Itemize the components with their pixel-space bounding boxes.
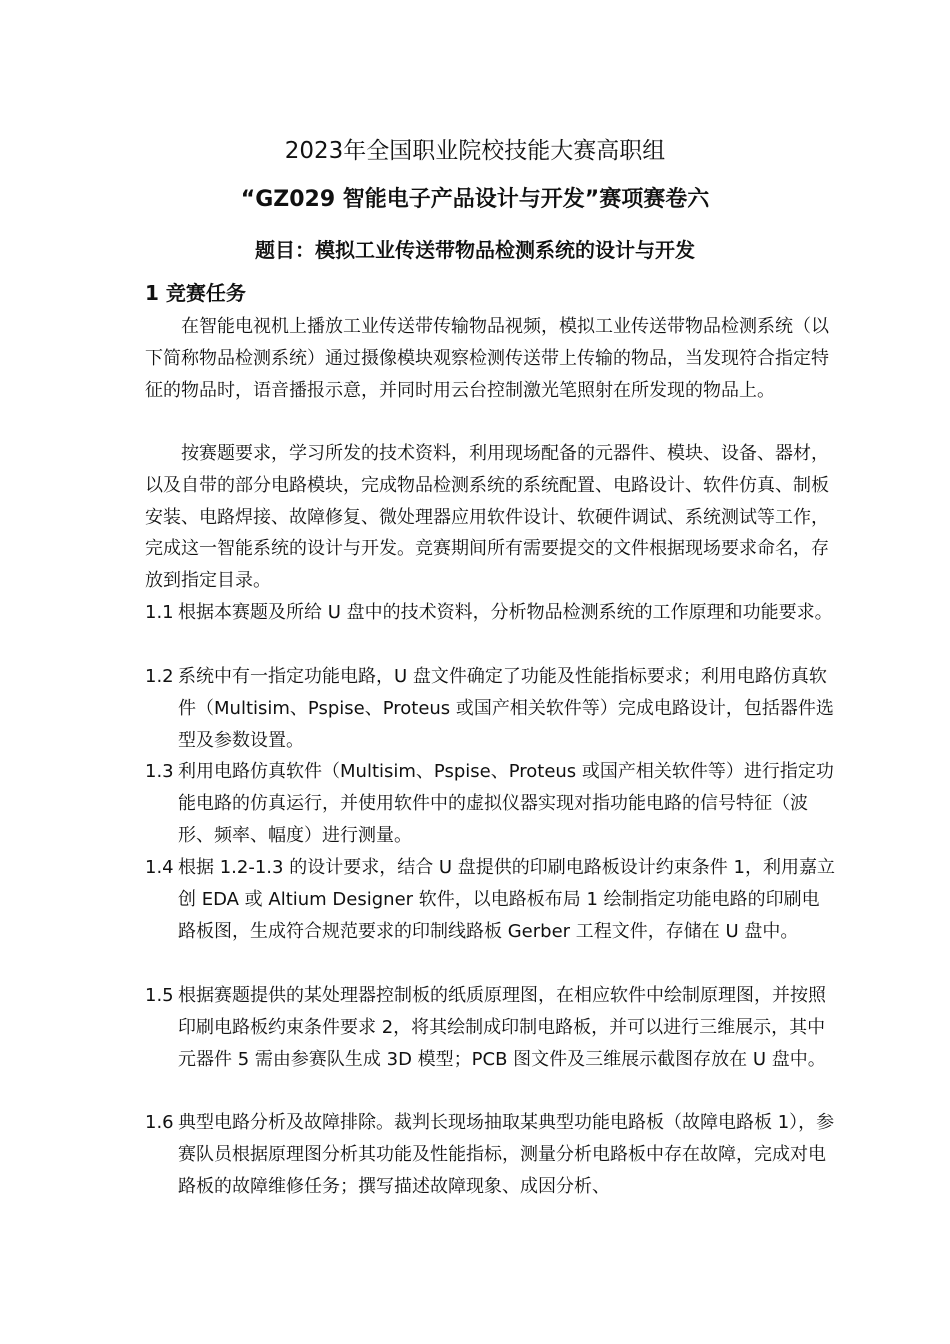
task-item-number: 1.1	[145, 602, 174, 623]
document-title-event: “GZ029 智能电子产品设计与开发”赛项赛卷六	[240, 187, 710, 212]
task-item-1-6	[145, 1107, 835, 1202]
task-item-1-2	[145, 661, 835, 756]
task-item-text: 利用电路仿真软件（Multisim、Pspise、Proteus 或国产相关软件等）进行指定功能电路的仿真运行，并使用软件中的虚拟仪器实现对指功能电路的信号特征（波形、频率、幅度）进行测量。	[178, 761, 834, 846]
task-item-1-4	[145, 852, 835, 947]
task-item-number: 1.4	[145, 857, 174, 878]
task-item-number: 1.2	[145, 666, 174, 687]
task-item-1-3	[145, 756, 835, 851]
task-item-1-5	[145, 980, 835, 1075]
task-item-number: 1.6	[145, 1112, 174, 1133]
document-title-competition: 2023年全国职业院校技能大赛高职组	[284, 138, 666, 164]
document-title-topic: 题目：模拟工业传送带物品检测系统的设计与开发	[255, 238, 695, 262]
paragraph-intro: 在智能电视机上播放工业传送带传输物品视频，模拟工业传送带物品检测系统（以下简称物品检测系统）通过摄像模块观察检测传送带上传输的物品，当发现符合指定特征的物品时，语音播报示意，并同时用云台控制激光笔照射在所发现的物品上。	[145, 316, 829, 401]
task-item-text: 典型电路分析及故障排除。裁判长现场抽取某典型功能电路板（故障电路板 1），参赛队员根据原理图分析其功能及性能指标，测量分析电路板中存在故障，完成对电路板的故障维修任务；撰写描述故障现象、成因分析、	[178, 1112, 835, 1197]
task-item-text: 根据 1.2-1.3 的设计要求，结合 U 盘提供的印刷电路板设计约束条件 1，利用嘉立创 EDA 或 Altium Designer 软件，以电路板布局 1 绘制指定功能电路的印刷电路板图，生成符合规范要求的印制线路板 Gerber 工程文件，存储在 U 盘中。	[178, 857, 835, 942]
section-heading-competition-task: 1 竞赛任务	[145, 281, 246, 305]
task-item-text: 根据本赛题及所给 U 盘中的技术资料，分析物品检测系统的工作原理和功能要求。	[178, 602, 833, 623]
task-item-number: 1.3	[145, 761, 174, 782]
paragraph-requirements: 按赛题要求，学习所发的技术资料，利用现场配备的元器件、模块、设备、器材，以及自带的部分电路模块，完成物品检测系统的系统配置、电路设计、软件仿真、制板安装、电路焊接、故障修复、微处理器应用软件设计、软硬件调试、系统测试等工作，完成这一智能系统的设计与开发。竞赛期间所有需要提交的文件根据现场要求命名，存放到指定目录。	[145, 443, 829, 592]
task-item-1-1	[145, 597, 835, 629]
task-item-number: 1.5	[145, 985, 174, 1006]
task-item-text: 系统中有一指定功能电路，U 盘文件确定了功能及性能指标要求；利用电路仿真软件（Multisim、Pspise、Proteus 或国产相关软件等）完成电路设计，包括器件选型及参数设置。	[178, 666, 834, 751]
task-item-text: 根据赛题提供的某处理器控制板的纸质原理图，在相应软件中绘制原理图，并按照印刷电路板约束条件要求 2，将其绘制成印制电路板，并可以进行三维展示，其中元器件 5 需由参赛队生成 3D 模型；PCB 图文件及三维展示截图存放在 U 盘中。	[178, 985, 826, 1070]
